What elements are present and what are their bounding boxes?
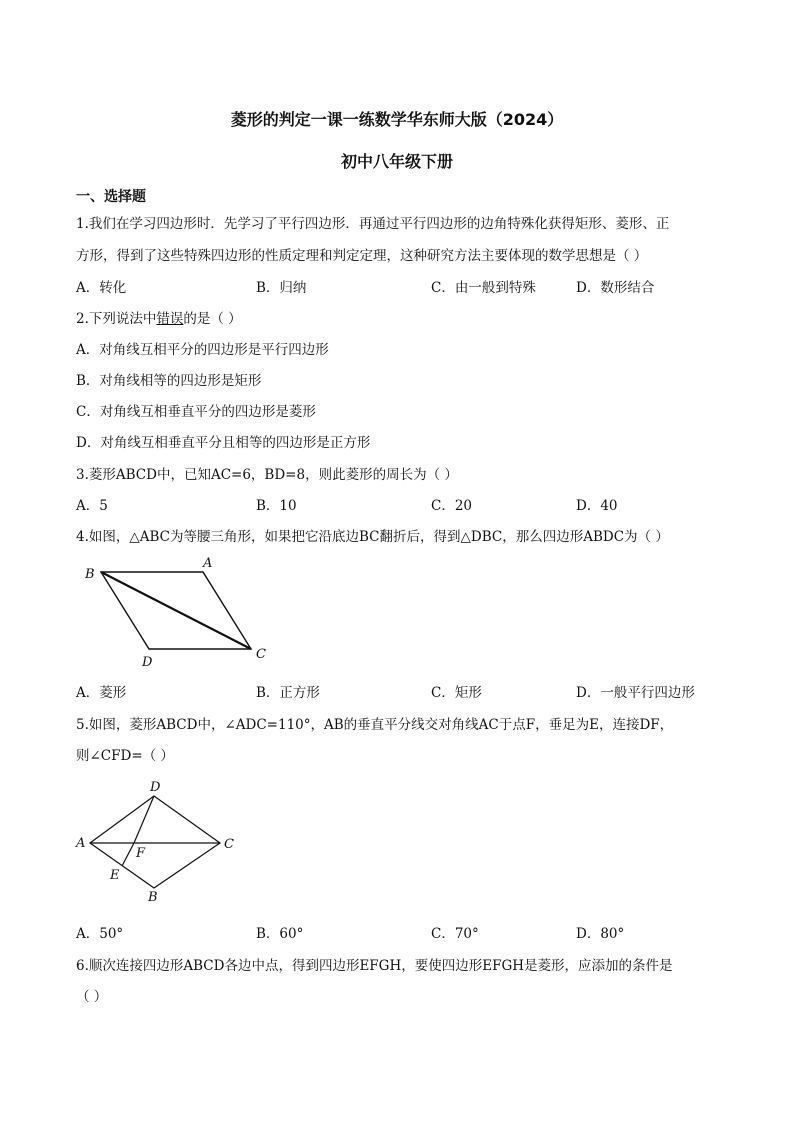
q5-stem-line1: 5.如图，菱形ABCD中，∠ADC=110°，AB的垂直平分线交对角线AC于点F，垂足为E，连接DF， <box>76 717 674 733</box>
document-title: 菱形的判定一课一练数学华东师大版（2024） <box>230 110 564 129</box>
q4-option-d: D．一般平行四边形 <box>576 685 695 701</box>
q5-label-d: D <box>150 780 161 795</box>
q1-option-b: B．归纳 <box>256 280 307 296</box>
q5-option-d: D．80° <box>576 926 625 942</box>
q5-label-b: B <box>148 890 158 905</box>
q4-label-a: A <box>203 556 213 571</box>
q3-option-d: D．40 <box>576 498 618 514</box>
q1-option-d: D．数形结合 <box>576 280 655 296</box>
q6-stem-line1: 6.顺次连接四边形ABCD各边中点，得到四边形EFGH，要使四边形EFGH是菱形，应添加的条件是 <box>76 958 673 974</box>
q5-option-c: C．70° <box>431 926 479 942</box>
q2-option-d: D．对角线互相垂直平分且相等的四边形是正方形 <box>76 435 371 451</box>
document-subtitle: 初中八年级下册 <box>340 152 453 171</box>
q5-figure-segment-fe <box>122 843 134 866</box>
q3-option-a: A．5 <box>76 498 108 514</box>
q4-label-b: B <box>85 567 95 582</box>
q1-option-c: C．由一般到特殊 <box>431 280 536 296</box>
q4-option-b: B．正方形 <box>256 685 320 701</box>
q5-stem-line2: 则∠CFD=（ ） <box>76 748 174 764</box>
q2-option-b: B．对角线相等的四边形是矩形 <box>76 373 262 389</box>
q1-option-a: A．转化 <box>76 280 127 296</box>
q5-option-b: B．60° <box>256 926 304 942</box>
q3-option-b: B．10 <box>256 498 297 514</box>
q3-stem: 3.菱形ABCD中，已知AC=6，BD=8，则此菱形的周长为（ ） <box>76 467 458 483</box>
q5-label-e: E <box>110 868 120 883</box>
q1-stem-line2: 方形，得到了这些特殊四边形的性质定理和判定定理，这种研究方法主要体现的数学思想是（ ） <box>76 248 648 264</box>
q4-figure-diagonal-bc <box>101 572 251 649</box>
q5-label-c: C <box>224 837 234 852</box>
q4-stem: 4.如图，△ABC为等腰三角形，如果把它沿底边BC翻折后，得到△DBC，那么四边形ABDC为（ ） <box>76 529 669 545</box>
q4-label-c: C <box>256 647 266 662</box>
q2-stem-emphasis: 错误 <box>156 311 184 327</box>
q2-stem-post: 的是（ ） <box>183 311 242 327</box>
q2-option-a: A．对角线互相平分的四边形是平行四边形 <box>76 342 329 358</box>
q2-option-c: C．对角线互相垂直平分的四边形是菱形 <box>76 404 316 420</box>
q1-stem-line1: 1.我们在学习四边形时．先学习了平行四边形．再通过平行四边形的边角特殊化获得矩形、菱形、正 <box>76 216 670 232</box>
section-heading: 一、选择题 <box>76 189 146 205</box>
q4-option-c: C．矩形 <box>431 685 482 701</box>
q4-label-d: D <box>142 655 153 670</box>
q2-stem <box>76 310 242 328</box>
q5-option-a: A．50° <box>76 926 124 942</box>
q4-figure-rhombus <box>76 553 276 675</box>
q5-figure-rhombus <box>72 778 242 908</box>
q3-option-c: C．20 <box>431 498 473 514</box>
q2-stem-pre: 2.下列说法中 <box>76 311 157 327</box>
q4-option-a: A．菱形 <box>76 685 127 701</box>
q5-label-a: A <box>76 836 86 851</box>
q5-label-f: F <box>136 846 146 861</box>
q6-stem-line2: （ ） <box>76 989 108 1005</box>
